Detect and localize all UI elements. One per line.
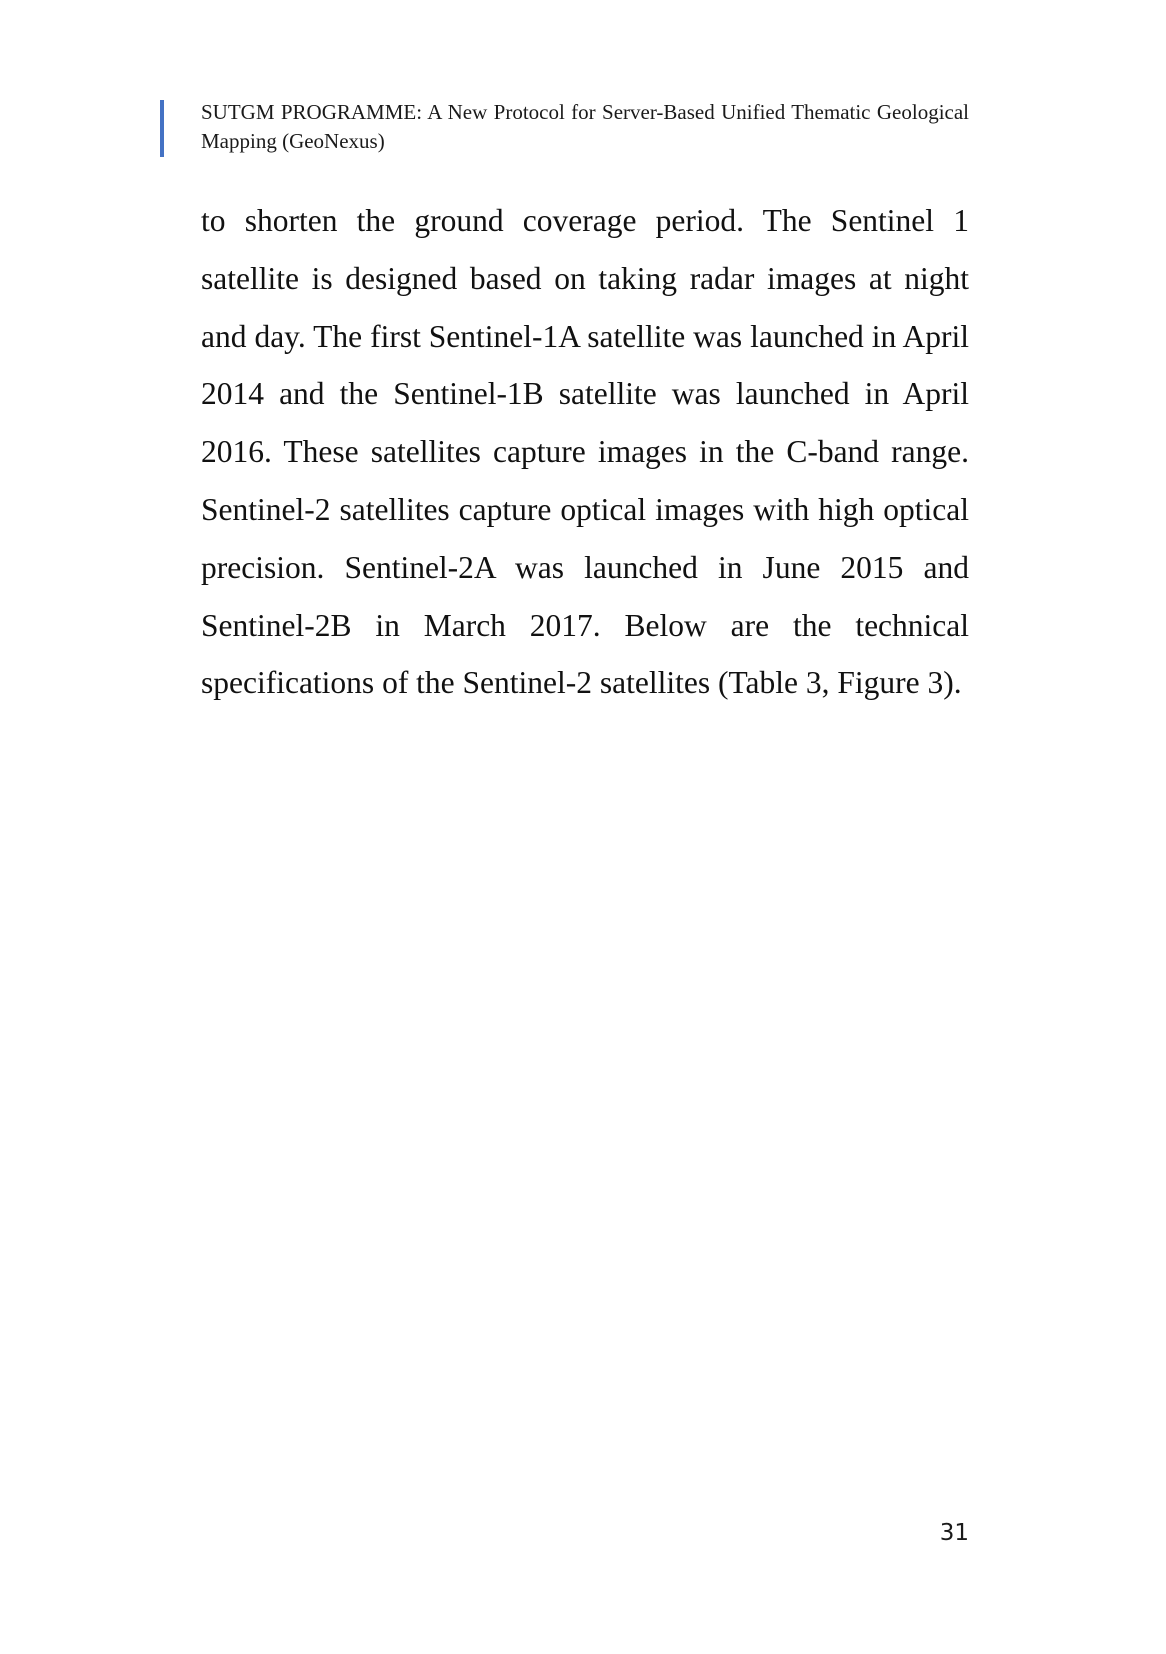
running-header: SUTGM PROGRAMME: A New Protocol for Server-Based Unified Thematic Geological Mapping (GeoNexus) <box>201 100 969 153</box>
body-paragraph: to shorten the ground coverage period. The Sentinel 1 satellite is designed based on taking radar images at night and day. The first Sentinel-1A satellite was launched in April 2014 and the Sentinel-1B satellite was launched in April 2016. These satellites capture images in the C-band range. Sentinel-2 satellites capture optical images with high optical precision. Sentinel-2A was launched in June 2015 and Sentinel-2B in March 2017. Below are the technical specifications of the Sentinel-2 satellites (Table 3, Figure 3). <box>201 203 969 701</box>
page-number: 31 <box>939 1520 969 1546</box>
header-accent-bar <box>160 100 164 157</box>
